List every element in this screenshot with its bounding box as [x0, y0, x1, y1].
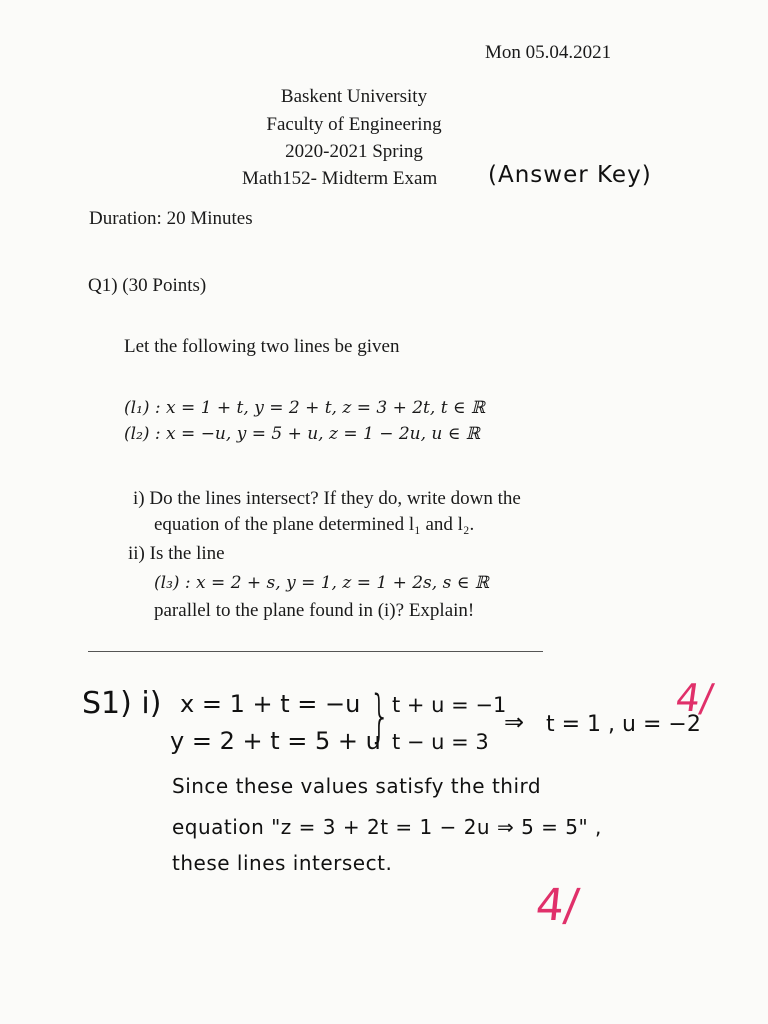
- answer-key-label: (Answer Key): [488, 162, 652, 188]
- line-l3-equation: (l₃) : x = 2 + s, y = 1, z = 1 + 2s, s ∈ ℝ: [154, 573, 489, 593]
- answer-eq-x: x = 1 + t = −u: [180, 690, 361, 718]
- part-i-line-a: i) Do the lines intersect? If they do, write down the: [133, 488, 521, 509]
- part-ii-line-a: ii) Is the line: [128, 543, 225, 564]
- answer-solution: t = 1 , u = −2: [546, 712, 701, 737]
- exam-date: Mon 05.04.2021: [485, 42, 612, 63]
- implies-arrow: ⇒: [504, 708, 525, 736]
- part-i-line-b: equation of the plane determined l₁ and l₂.: [154, 514, 475, 535]
- answer-brace: }: [369, 684, 391, 749]
- line-l1-equation: (l₁) : x = 1 + t, y = 2 + t, z = 3 + 2t, t ∈ ℝ: [124, 398, 486, 418]
- answer-system-eq2: t − u = 3: [392, 730, 489, 754]
- answer-text-line-b: equation "z = 3 + 2t = 1 − 2u ⇒ 5 = 5" ,: [172, 815, 602, 839]
- answer-text-line-c: these lines intersect.: [172, 851, 393, 875]
- part-ii-line-c: parallel to the plane found in (i)? Explain!: [154, 600, 475, 621]
- section-divider: [88, 651, 543, 652]
- term: 2020-2021 Spring: [285, 141, 423, 162]
- answer-label: S1) i): [82, 686, 162, 721]
- score-mark-2: 4/: [533, 880, 582, 931]
- answer-system-eq1: t + u = −1: [392, 693, 507, 717]
- question-intro: Let the following two lines be given: [124, 336, 400, 357]
- university-name: Baskent University: [280, 86, 428, 107]
- score-mark-1: 4/: [672, 676, 717, 720]
- question-title: Q1) (30 Points): [88, 275, 207, 296]
- course-title: Math152- Midterm Exam: [242, 168, 438, 189]
- faculty-name: Faculty of Engineering: [266, 114, 442, 135]
- answer-text-line-a: Since these values satisfy the third: [172, 774, 542, 798]
- line-l2-equation: (l₂) : x = −u, y = 5 + u, z = 1 − 2u, u ∈ ℝ: [124, 424, 480, 444]
- duration: Duration: 20 Minutes: [89, 208, 253, 229]
- answer-eq-y: y = 2 + t = 5 + u: [170, 727, 381, 755]
